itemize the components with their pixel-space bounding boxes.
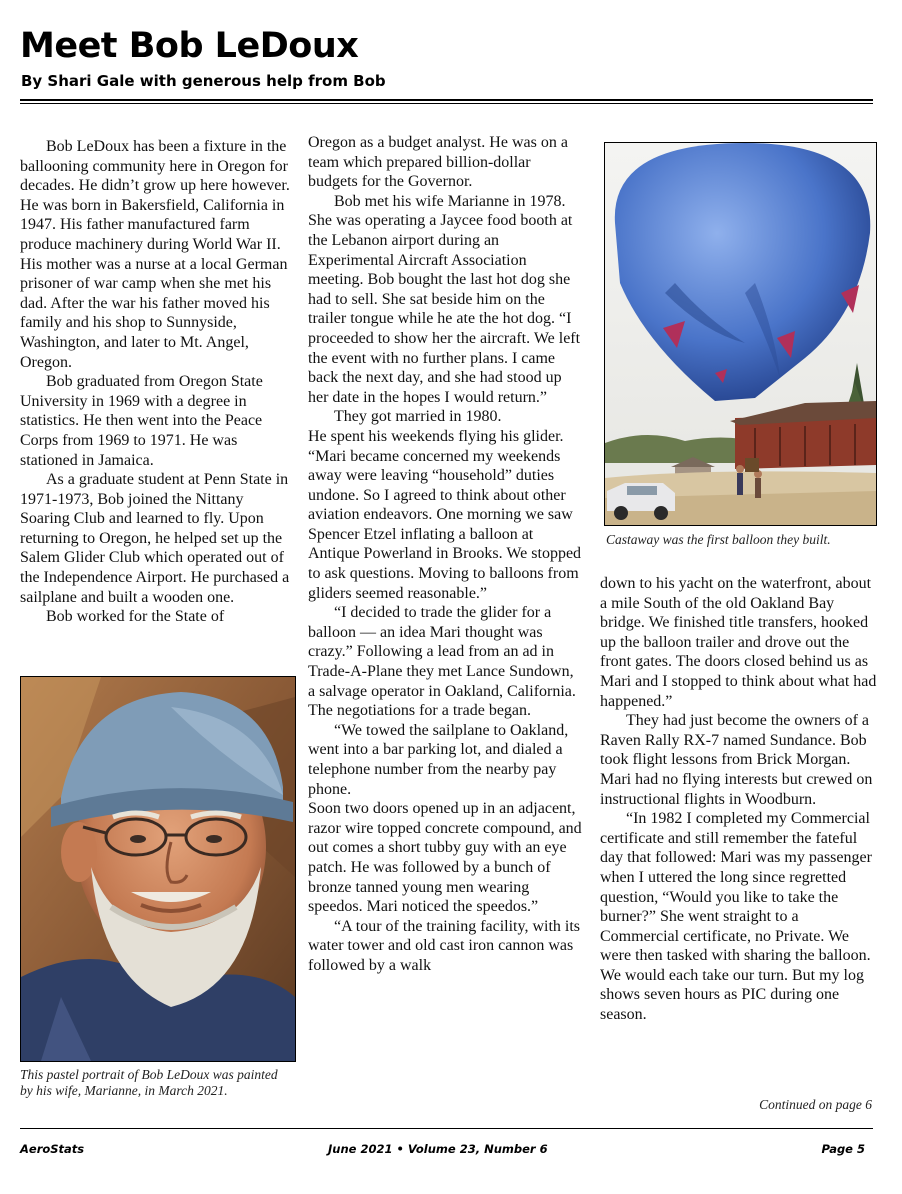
article-byline: By Shari Gale with generous help from Bob [21, 72, 386, 90]
body-column-1 [20, 137, 294, 627]
paragraph: Bob met his wife Marianne in 1978. She was operating a Jaycee food booth at the Lebanon airport during an Experimental Aircraft Association meeting. Bob bought the last hot dog she had to sell. She sat beside him on the trailer tongue while he ate the hot dog. “I proceeded to show her the aircraft. We left the event with no further plans. I came back the next day, and she had stood up her date in the hopes I would return.” [308, 192, 581, 406]
paragraph: Oregon as a budget analyst. He was on a team which prepared billion-dollar budgets for the Governor. [308, 134, 568, 191]
article-title: Meet Bob LeDoux [20, 26, 359, 66]
paragraph: Bob graduated from Oregon State University in 1969 with a degree in statistics. He then went into the Peace Corps from 1969 to 1971. He was stationed in Jamaica. [20, 373, 263, 469]
paragraph: “We towed the sailplane to Oakland, went into a bar parking lot, and dialed a telephone number from the nearby pay phone. [308, 721, 569, 798]
header-rule-thin [20, 103, 873, 104]
balloon-photo [604, 142, 877, 526]
paragraph: “In 1982 I completed my Commercial certificate and still remember the fateful day that followed: Mari was my passenger when I uttered the long since regretted question, “Would you like to take the burner?” She went straight to a Commercial certificate, no Private. We were then tasked with sharing the balloon. We would each take our turn. But my log shows seven hours as PIC during one season. [600, 810, 872, 1024]
balloon-caption: Castaway was the first balloon they built. [606, 532, 831, 547]
footer-publication: AeroStats [20, 1142, 85, 1156]
footer-rule [20, 1128, 873, 1129]
paragraph: Bob LeDoux has been a fixture in the ballooning community here in Oregon for decades. He didn’t grow up here however. He was born in Bakersfield, California in 1947. His father manufactured farm produce machinery during World War II. His mother was a nurse at a local German prisoner of war camp when she met his dad. After the war his father moved his family and his shop to Sunnyside, Washington, and later to Mt. Angel, Oregon. [20, 138, 290, 371]
paragraph: “I decided to trade the glider for a balloon — an idea Mari thought was crazy.” Following a lead from an ad in Trade-A-Plane they met Lance Sundown, a salvage operator in Oakland, California. The negotiations for a trade began. [308, 604, 576, 720]
paragraph: “A tour of the training facility, with its water tower and old cast iron cannon was followed by a walk [308, 917, 581, 974]
footer-issue: June 2021 • Volume 23, Number 6 [328, 1142, 548, 1156]
continued-note: Continued on page 6 [759, 1097, 872, 1112]
paragraph: They got married in 1980. [334, 408, 502, 426]
paragraph: Soon two doors opened up in an adjacent, razor wire topped concrete compound, and out comes a short tubby guy with an eye patch. He was followed by a bunch of bronze tanned young men wearing speedos. Mari noticed the speedos.” [308, 800, 582, 916]
body-column-2 [308, 133, 584, 976]
portrait-painting [20, 676, 296, 1062]
portrait-caption: This pastel portrait of Bob LeDoux was painted by his wife, Marianne, in March 2021. [20, 1067, 278, 1098]
body-column-3 [600, 574, 880, 1025]
paragraph: He spent his weekends flying his glider. “Mari became concerned my weekends away were leaving “household” duties undone. So I agreed to think about other aviation endeavors. One morning we saw Spencer Etzel inflating a balloon at Antique Powerland in Brooks. We stopped to ask questions. Moving to balloons from gliders seemed reasonable.” [308, 427, 582, 602]
paragraph: They had just become the owners of a Raven Rally RX-7 named Sundance. Bob took flight lessons from Brick Morgan. Mari had no flying interests but crewed on instructional flights in Woodburn. [600, 712, 873, 808]
paragraph: As a graduate student at Penn State in 1971-1973, Bob joined the Nittany Soaring Club and learned to fly. Upon returning to Oregon, he helped set up the Salem Glider Club which operated out of the Independence Airport. He purchased a sailplane and built a wooden one. [20, 471, 290, 606]
footer-page-number: Page 5 [821, 1142, 865, 1156]
header-rule [20, 99, 873, 101]
paragraph: down to his yacht on the waterfront, about a mile South of the old Oakland Bay bridge. We finished title transfers, hooked up the balloon trailer and drove out the front gates. The doors closed behind us as Mari and I stopped to think about what had happened.” [600, 575, 877, 710]
paragraph: Bob worked for the State of [46, 608, 225, 626]
